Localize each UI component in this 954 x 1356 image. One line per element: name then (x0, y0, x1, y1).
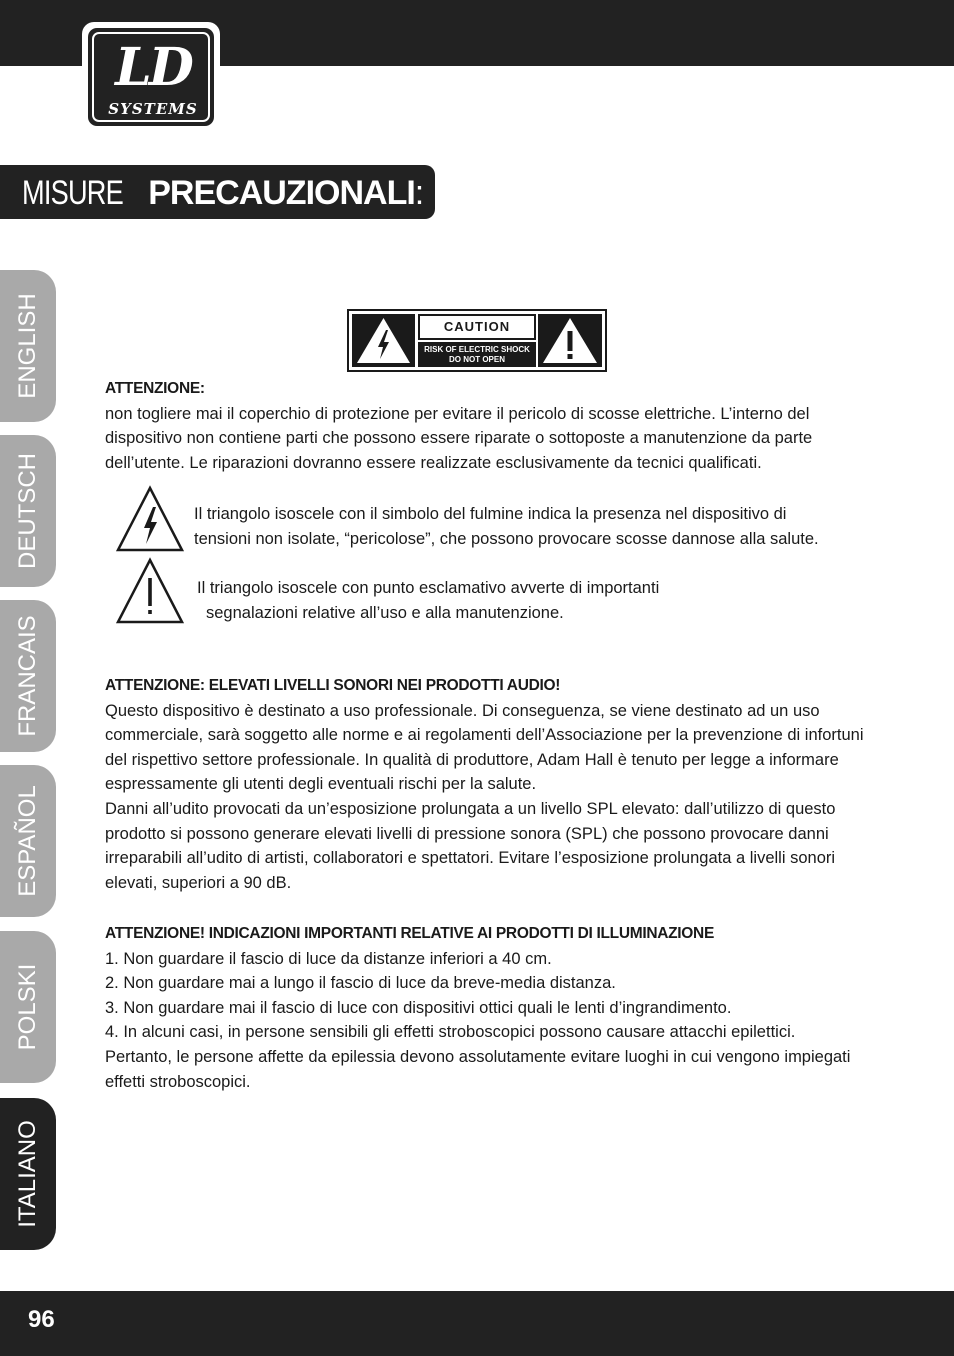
language-tab-italiano[interactable]: ITALIANO (0, 1098, 56, 1250)
page-number: 96 (28, 1306, 55, 1333)
exclamation-triangle-icon (538, 314, 602, 367)
language-tab-francais[interactable]: FRANCAIS (0, 600, 56, 752)
section-paragraph: Danni all’udito provocati da un’esposizione prolungata a un livello SPL elevato: dall’utilizzo di questo prodotto si possono generare elevati livelli di pressione sonora (SPL) che possono provocare danni irreparabili all’udito di artisti, collaboratori e spettatori. Evitare l’esposizione prolungata a livelli sonori elevati, superiori a 90 dB. (105, 799, 836, 892)
list-item: 4. In alcuni casi, in persone sensibili gli effetti stroboscopici possono causare attacchi epilettici. Pertanto, le persone affette da epilessia devono assolutamente evitare luoghi in cui vengono impiegati effetti stroboscopici. (105, 1023, 851, 1091)
section-heading: ATTENZIONE: (105, 380, 205, 397)
section-heading: ATTENZIONE! INDICAZIONI IMPORTANTI RELATIVE AI PRODOTTI DI ILLUMINAZIONE (105, 925, 714, 942)
caution-title: CAUTION (418, 314, 536, 340)
section-body: non togliere mai il coperchio di protezione per evitare il pericolo di scosse elettriche. L’interno del dispositivo non contiene parti che possono essere riparate o sottoposte a manutenzione da parte dell’utente. Le riparazioni dovranno essere realizzate esclusivamente da tecnici qualificati. (105, 404, 813, 472)
section-title-bar (0, 165, 435, 219)
page-title: MISUREPRECAUZIONALI: (22, 174, 424, 212)
lightning-triangle-icon (116, 485, 184, 553)
exclamation-triangle-icon (116, 557, 184, 625)
language-tab-english[interactable]: ENGLISH (0, 270, 56, 422)
logo-text-ld: LD (115, 37, 191, 98)
section-audio-levels (105, 674, 865, 895)
lightning-symbol-description: Il triangolo isoscele con il simbolo del fulmine indica la presenza nel dispositivo di tensioni non isolate, “pericolose”, che possono provocare scosse dannose alla salute. (194, 505, 819, 548)
section-lighting (105, 922, 860, 1094)
caution-lightning-panel (352, 314, 415, 367)
caution-label (347, 309, 607, 372)
language-tab-polski[interactable]: POLSKI (0, 931, 56, 1083)
language-tab-espanol[interactable]: ESPAÑOL (0, 765, 56, 917)
list-item: 1. Non guardare il fascio di luce da distanze inferiori a 40 cm. (105, 949, 552, 968)
ld-systems-logo (82, 22, 220, 132)
lightning-triangle-icon (352, 314, 415, 367)
caution-exclamation-panel (538, 314, 602, 367)
bottom-bar (0, 1291, 954, 1356)
section-heading: ATTENZIONE: ELEVATI LIVELLI SONORI NEI PRODOTTI AUDIO! (105, 677, 561, 694)
logo-text-systems: SYSTEMS (108, 100, 198, 118)
exclamation-symbol-description: Il triangolo isoscele con punto esclamativo avverte di importanti segnalazioni relative all’uso e alla manutenzione. (197, 579, 660, 622)
caution-warning-text: RISK OF ELECTRIC SHOCK DO NOT OPEN (418, 342, 536, 367)
section-paragraph: Questo dispositivo è destinato a uso professionale. Di conseguenza, se viene destinato ad un uso commerciale, sarà soggetto alle norme e ai regolamenti dell’Associazione per la prevenzione di infortuni del rispettivo settore professionale. In qualità di produttore, Adam Hall è tenuto per legge a informare espressamente gli utenti degli eventuali rischi per la salute. (105, 701, 864, 794)
language-tab-deutsch[interactable]: DEUTSCH (0, 435, 56, 587)
list-item: 2. Non guardare mai a lungo il fascio di luce da breve-media distanza. (105, 974, 616, 993)
section-attenzione (105, 377, 865, 475)
list-item: 3. Non guardare mai il fascio di luce con dispositivi ottici quali le lenti d’ingrandimento. (105, 998, 732, 1017)
